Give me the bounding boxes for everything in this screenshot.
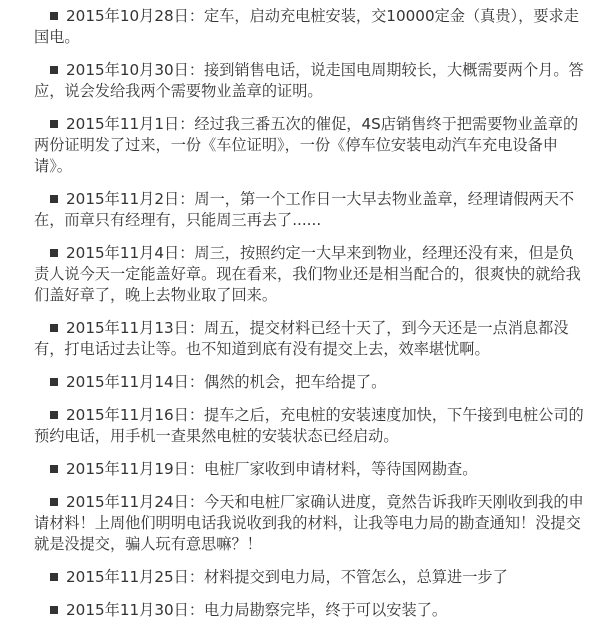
log-entry-4 bbox=[34, 189, 584, 231]
log-entry-text: 2015年11月16日：提车之后，充电桩的安装速度加快，下午接到电桩公司的预约电话，用手机一查果然电桩的安装状态已经启动。 bbox=[34, 406, 584, 445]
log-entry-1 bbox=[34, 6, 584, 48]
log-entry-text: 2015年11月24日：今天和电桩厂家确认进度，竟然告诉我昨天刚收到我的申请材料！上周他们明明电话我说收到我的材料，让我等电力局的勘查通知！没提交就是没提交，骗人玩有意思嘛？！ bbox=[34, 493, 584, 553]
log-entry-12 bbox=[34, 600, 584, 621]
square-bullet-icon bbox=[50, 66, 58, 74]
log-entry-text: 2015年11月4日：周三，按照约定一大早来到物业，经理还没有来，但是负责人说今天一定能盖好章。现在看来，我们物业还是相当配合的，很爽快的就给我们盖好章了，晚上去物业取了回来。 bbox=[34, 244, 581, 304]
log-entry-7 bbox=[34, 372, 584, 393]
square-bullet-icon bbox=[50, 120, 58, 128]
square-bullet-icon bbox=[50, 324, 58, 332]
log-entry-10 bbox=[34, 492, 584, 555]
square-bullet-icon bbox=[50, 249, 58, 257]
square-bullet-icon bbox=[50, 378, 58, 386]
log-entry-text: 2015年11月25日：材料提交到电力局，不管怎么，总算进一步了 bbox=[66, 568, 508, 586]
log-entry-text: 2015年11月14日：偶然的机会，把车给提了。 bbox=[66, 373, 387, 391]
log-entry-text: 2015年11月19日：电桩厂家收到申请材料，等待国网勘查。 bbox=[66, 460, 478, 478]
log-entry-text: 2015年11月30日：电力局勘察完毕，终于可以安装了。 bbox=[66, 601, 448, 619]
log-entry-text: 2015年11月13日：周五，提交材料已经十天了，到今天还是一点消息都没有，打电话过去让等。也不知道到底有没有提交上去，效率堪忧啊。 bbox=[34, 319, 569, 358]
square-bullet-icon bbox=[50, 12, 58, 20]
log-entry-2 bbox=[34, 60, 584, 102]
log-entry-5 bbox=[34, 243, 584, 306]
log-entry-text: 2015年10月28日：定车，启动充电桩安装，交10000定金（真贵），要求走国电。 bbox=[34, 7, 579, 46]
log-entry-text: 2015年10月30日：接到销售电话，说走国电周期较长，大概需要两个月。答应，说会发给我两个需要物业盖章的证明。 bbox=[34, 61, 584, 100]
log-entry-11 bbox=[34, 567, 584, 588]
log-entry-text: 2015年11月1日：经过我三番五次的催促，4S店销售终于把需要物业盖章的两份证明发了过来，一份《车位证明》，一份《停车位安装电动汽车充电设备申请》。 bbox=[34, 115, 579, 175]
square-bullet-icon bbox=[50, 606, 58, 614]
square-bullet-icon bbox=[50, 411, 58, 419]
square-bullet-icon bbox=[50, 573, 58, 581]
log-entry-3 bbox=[34, 114, 584, 177]
square-bullet-icon bbox=[50, 465, 58, 473]
log-entry-6 bbox=[34, 318, 584, 360]
log-entry-8 bbox=[34, 405, 584, 447]
log-entry-9 bbox=[34, 459, 584, 480]
log-entry-text: 2015年11月2日：周一，第一个工作日一大早去物业盖章，经理请假两天不在，而章只有经理有，只能周三再去了...... bbox=[34, 190, 575, 229]
square-bullet-icon bbox=[50, 195, 58, 203]
square-bullet-icon bbox=[50, 498, 58, 506]
